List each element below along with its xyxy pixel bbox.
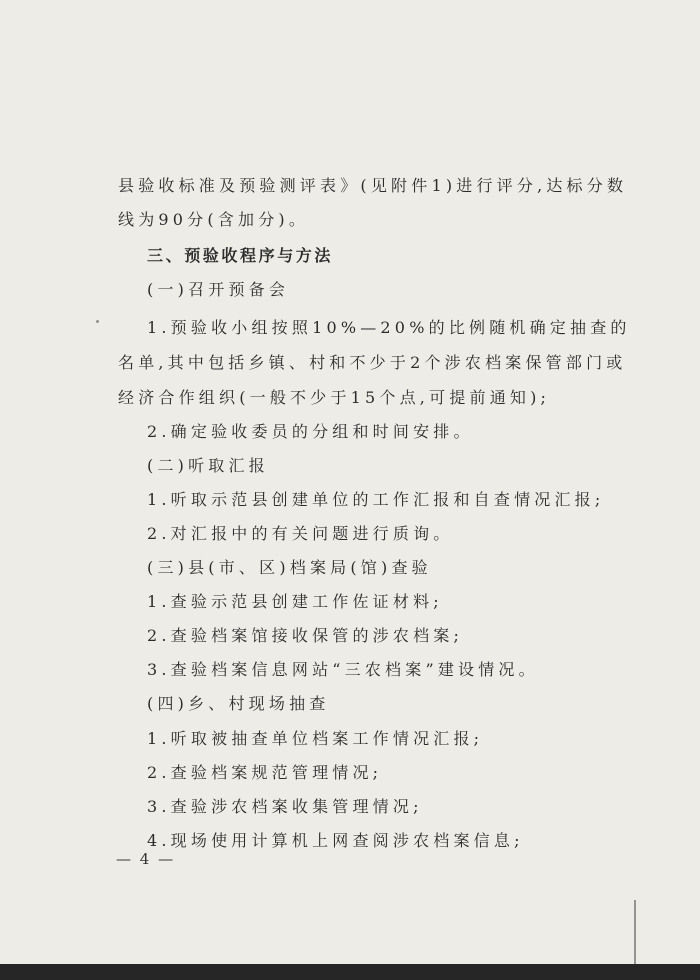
list-item: 2.查验档案馆接收保管的涉农档案; (147, 626, 464, 645)
list-item: 2.查验档案规范管理情况; (147, 763, 383, 782)
list-item: 1.听取示范县创建单位的工作汇报和自查情况汇报; (147, 490, 605, 509)
subsection-heading: (四)乡、村现场抽查 (147, 694, 330, 713)
scan-speck (96, 320, 99, 323)
body-text-line: 名单,其中包括乡镇、村和不少于2个涉农档案保管部门或 (118, 353, 627, 372)
scan-artifact-line (634, 900, 636, 965)
subsection-heading: (二)听取汇报 (147, 456, 269, 475)
subsection-heading: (一)召开预备会 (147, 280, 290, 299)
body-text-line: 经济合作组织(一般不少于15个点,可提前通知); (118, 388, 551, 407)
list-item: 3.查验档案信息网站“三农档案”建设情况。 (147, 660, 539, 679)
subsection-heading: (三)县(市、区)档案局(馆)查验 (147, 558, 432, 577)
section-heading: 三、预验收程序与方法 (147, 246, 334, 265)
list-item: 3.查验涉农档案收集管理情况; (147, 797, 423, 816)
list-item: 1.听取被抽查单位档案工作情况汇报; (147, 729, 484, 748)
list-item: 2.确定验收委员的分组和时间安排。 (147, 422, 474, 441)
list-item: 1.查验示范县创建工作佐证材料; (147, 592, 443, 611)
page-number: — 4 — (116, 850, 176, 868)
body-text-line: 县验收标准及预验测评表》(见附件1)进行评分,达标分数 (118, 176, 628, 195)
list-item: 4.现场使用计算机上网查阅涉农档案信息; (147, 831, 524, 850)
list-item: 1.预验收小组按照10%—20%的比例随机确定抽查的 (147, 318, 631, 337)
body-text-line: 线为90分(含加分)。 (118, 210, 310, 229)
scan-bottom-edge (0, 964, 700, 980)
list-item: 2.对汇报中的有关问题进行质询。 (147, 524, 454, 543)
